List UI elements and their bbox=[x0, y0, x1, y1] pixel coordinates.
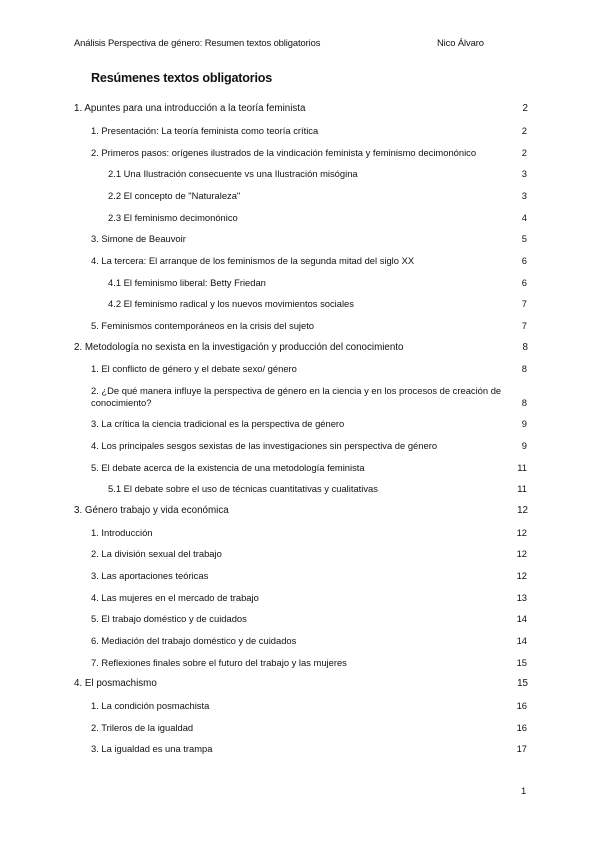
toc-entry[interactable] bbox=[108, 212, 527, 224]
toc-entry-text: 6. Mediación del trabajo doméstico y de cuidados bbox=[91, 635, 297, 646]
toc-entry-page: 3 bbox=[521, 190, 527, 201]
toc-entry-page: 12 bbox=[516, 527, 527, 538]
toc-entry[interactable] bbox=[91, 722, 527, 734]
toc-entry-text: 1. Presentación: La teoría feminista como teoría crítica bbox=[91, 125, 319, 136]
toc-entry-page: 2 bbox=[521, 147, 527, 158]
toc-entry-page: 15 bbox=[516, 657, 527, 668]
toc-entry[interactable] bbox=[108, 190, 527, 202]
toc-entry-text: 3. Las aportaciones teóricas bbox=[91, 570, 209, 581]
toc-entry-page: 7 bbox=[521, 298, 527, 309]
toc-entry[interactable] bbox=[91, 233, 527, 245]
toc-entry-text: 4. Los principales sesgos sexistas de las investigaciones sin perspectiva de género bbox=[91, 440, 438, 451]
toc-entry-text: 2. La división sexual del trabajo bbox=[91, 548, 222, 559]
toc-entry[interactable] bbox=[91, 613, 527, 625]
toc-entry-page: 13 bbox=[516, 592, 527, 603]
toc-entry-page: 12 bbox=[517, 505, 528, 516]
toc-entry-text: 2. ¿De qué manera influye la perspectiva de género en la ciencia y en los procesos de creación de conocimiento? bbox=[91, 385, 502, 408]
toc-entry[interactable] bbox=[91, 527, 527, 539]
toc-title: Resúmenes textos obligatorios bbox=[91, 71, 273, 85]
toc-entry[interactable] bbox=[91, 440, 527, 452]
toc-entry-text: 2.3 El feminismo decimonónico bbox=[108, 212, 238, 223]
toc-entry[interactable] bbox=[91, 462, 527, 474]
toc-entry-page: 9 bbox=[521, 440, 527, 451]
toc-entry-page: 3 bbox=[521, 168, 527, 179]
toc-entry-text: 4.1 El feminismo liberal: Betty Friedan bbox=[108, 277, 266, 288]
toc-entry-page: 6 bbox=[521, 255, 527, 266]
toc-entry-page: 17 bbox=[516, 743, 527, 754]
toc-entry[interactable] bbox=[74, 678, 528, 690]
toc-entry-text: 7. Reflexiones finales sobre el futuro del trabajo y las mujeres bbox=[91, 657, 347, 668]
toc-entry-text: 1. Apuntes para una introducción a la teoría feminista bbox=[74, 103, 306, 114]
toc-entry-text: 3. Simone de Beauvoir bbox=[91, 233, 186, 244]
toc-entry[interactable] bbox=[108, 298, 527, 310]
toc-entry-page: 15 bbox=[517, 678, 528, 689]
toc-entry[interactable] bbox=[74, 505, 528, 517]
toc-entry[interactable] bbox=[91, 363, 527, 375]
toc-entry[interactable] bbox=[91, 635, 527, 647]
toc-entry[interactable] bbox=[91, 700, 527, 712]
toc-entry-text: 2. Primeros pasos: orígenes ilustrados de la vindicación feminista y feminismo decimonónico bbox=[91, 147, 477, 158]
toc-entry-page: 12 bbox=[516, 570, 527, 581]
page-number: 1 bbox=[521, 785, 527, 796]
toc-entry-text: 5. El debate acerca de la existencia de una metodología feminista bbox=[91, 462, 365, 473]
toc-entry-text: 2.1 Una Ilustración consecuente vs una Ilustración misógina bbox=[108, 168, 358, 179]
toc-entry-text: 4. La tercera: El arranque de los feminismos de la segunda mitad del siglo XX bbox=[91, 255, 415, 266]
toc-entry[interactable] bbox=[91, 743, 527, 755]
toc-entry-text: 1. El conflicto de género y el debate sexo/ género bbox=[91, 363, 297, 374]
toc-entry-text: 2.2 El concepto de "Naturaleza" bbox=[108, 190, 241, 201]
toc-entry[interactable] bbox=[91, 570, 527, 582]
toc-entry[interactable] bbox=[91, 657, 527, 669]
toc-entry-page: 6 bbox=[521, 277, 527, 288]
toc-entry-page: 5 bbox=[521, 233, 527, 244]
toc-entry[interactable] bbox=[91, 385, 527, 409]
toc-entry-page: 8 bbox=[521, 397, 527, 408]
toc-entry-page: 2 bbox=[521, 125, 527, 136]
toc-entry-text: 3. Género trabajo y vida económica bbox=[74, 505, 229, 516]
toc-entry[interactable] bbox=[108, 277, 527, 289]
toc-entry-text: 2. Trileros de la igualdad bbox=[91, 722, 194, 733]
header-doc-title: Análisis Perspectiva de género: Resumen textos obligatorios bbox=[74, 37, 321, 48]
toc-entry-page: 11 bbox=[517, 483, 527, 494]
toc-entry-text: 5. El trabajo doméstico y de cuidados bbox=[91, 613, 247, 624]
toc-entry[interactable] bbox=[74, 103, 528, 115]
toc-entry-page: 16 bbox=[516, 722, 527, 733]
toc-entry[interactable] bbox=[91, 147, 527, 159]
toc-entry[interactable] bbox=[91, 125, 527, 137]
toc-entry-page: 14 bbox=[516, 635, 527, 646]
toc-entry-text: 3. La crítica la ciencia tradicional es la perspectiva de género bbox=[91, 418, 345, 429]
toc-entry-text: 4. El posmachismo bbox=[74, 678, 157, 689]
toc-entry-page: 16 bbox=[516, 700, 527, 711]
toc-entry-text: 4.2 El feminismo radical y los nuevos movimientos sociales bbox=[108, 298, 354, 309]
toc-entry-page: 8 bbox=[522, 342, 528, 353]
header-author: Nico Álvaro bbox=[437, 37, 484, 48]
toc-entry[interactable] bbox=[108, 168, 527, 180]
toc-entry-page: 4 bbox=[521, 212, 527, 223]
toc-entry-text: 3. La igualdad es una trampa bbox=[91, 743, 213, 754]
toc-entry[interactable] bbox=[91, 592, 527, 604]
toc-entry[interactable] bbox=[91, 418, 527, 430]
page-header bbox=[74, 37, 526, 48]
toc-entry-text: 1. Introducción bbox=[91, 527, 153, 538]
toc-entry-text: 5.1 El debate sobre el uso de técnicas cuantitativas y cualitativas bbox=[108, 483, 378, 494]
toc-entry-page: 2 bbox=[522, 103, 528, 114]
toc-entry-text: 5. Feminismos contemporáneos en la crisis del sujeto bbox=[91, 320, 315, 331]
toc-entry[interactable] bbox=[108, 483, 527, 495]
toc-entry-page: 11 bbox=[517, 462, 527, 473]
toc-entry-page: 9 bbox=[521, 418, 527, 429]
toc-entry-page: 12 bbox=[516, 548, 527, 559]
toc-entry-text: 1. La condición posmachista bbox=[91, 700, 210, 711]
toc-entry[interactable] bbox=[91, 320, 527, 332]
toc-entry[interactable] bbox=[74, 342, 528, 354]
toc-entry-page: 7 bbox=[521, 320, 527, 331]
toc-entry-text: 4. Las mujeres en el mercado de trabajo bbox=[91, 592, 259, 603]
toc-entry-page: 8 bbox=[521, 363, 527, 374]
toc-entry[interactable] bbox=[91, 255, 527, 267]
toc-entry-text: 2. Metodología no sexista en la investigación y producción del conocimiento bbox=[74, 342, 404, 353]
toc-entry[interactable] bbox=[91, 548, 527, 560]
toc-entry-page: 14 bbox=[516, 613, 527, 624]
